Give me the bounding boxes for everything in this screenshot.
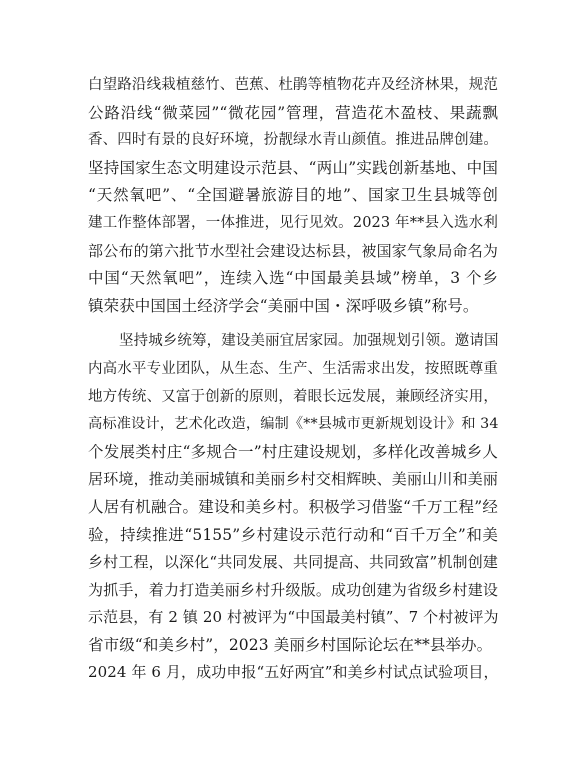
text-line: 验，持续推进“5155”乡村建设示范行动和“百千万全”和美 — [88, 525, 498, 544]
text-line: 2024 年 6 月，成功申报“五好两宜”和美乡村试点试验项目， — [88, 663, 499, 682]
body-text — [88, 72, 498, 687]
text-line: 部公布的第六批节水型社会建设达标县，被国家气象局命名为 — [88, 241, 498, 260]
text-line: 坚持国家生态文明建设示范县、“两山”实践创新基地、中国 — [88, 158, 498, 177]
paragraph-2 — [88, 328, 498, 687]
text-line: 内高水平专业团队，从生态、生产、生活需求出发，按照既尊重 — [88, 360, 498, 377]
text-line: 镇荣获中国国土经济学会“美丽中国・深呼吸乡镇”称号。 — [88, 296, 479, 315]
text-line: 白望路沿线栽植慈竹、芭蕉、杜鹃等植物花卉及经济林果，规范 — [88, 77, 498, 93]
text-line: 坚持城乡统筹，建设美丽宜居家园。加强规划引领。邀请国 — [119, 333, 499, 350]
text-line: 人居有机融合。建设和美乡村。积极学习借鉴“千万工程”经 — [88, 497, 498, 516]
paragraph-gap — [88, 320, 498, 328]
text-line: 公路沿线“微菜园”“微花园”管理，营造花木盈枝、果蔬飘 — [88, 103, 498, 122]
text-line: 高标准设计，艺术化改造，编制《**县城市更新规划设计》和 34 — [88, 416, 499, 433]
text-line: 为抓手，着力打造美丽乡村升级版。成功创建为省级乡村建设 — [88, 580, 498, 599]
text-line: 地方传统、又富于创新的原则，着眼长远发展，兼顾经济实用， — [88, 388, 498, 405]
text-line: 建工作整体部署，一体推进，见行见效。2023 年**县入选水利 — [88, 214, 498, 231]
text-line: 省市级“和美乡村”，2023 美丽乡村国际论坛在**县举办。 — [88, 635, 493, 654]
text-line: 居环境，推动美丽城镇和美丽乡村交相辉映、美丽山川和美丽 — [88, 470, 498, 489]
text-line: 乡村工程，以深化“共同发展、共同提高、共同致富”机制创建 — [88, 553, 498, 572]
text-line: 中国“天然氧吧”，连续入选“中国最美县域”榜单，3 个乡 — [88, 269, 498, 288]
text-line: 香、四时有景的良好环境，扮靓绿水青山颜值。推进品牌创建。 — [88, 132, 498, 149]
text-line: 示范县，有 2 镇 20 村被评为“中国最美村镇”、7 个村被评为 — [88, 608, 499, 627]
paragraph-1 — [88, 72, 498, 320]
text-line: “天然氧吧”、“全国避暑旅游目的地”、国家卫生县城等创 — [88, 186, 498, 205]
text-line: 个发展类村庄“多规合一”村庄建设规划，多样化改善城乡人 — [88, 442, 498, 461]
